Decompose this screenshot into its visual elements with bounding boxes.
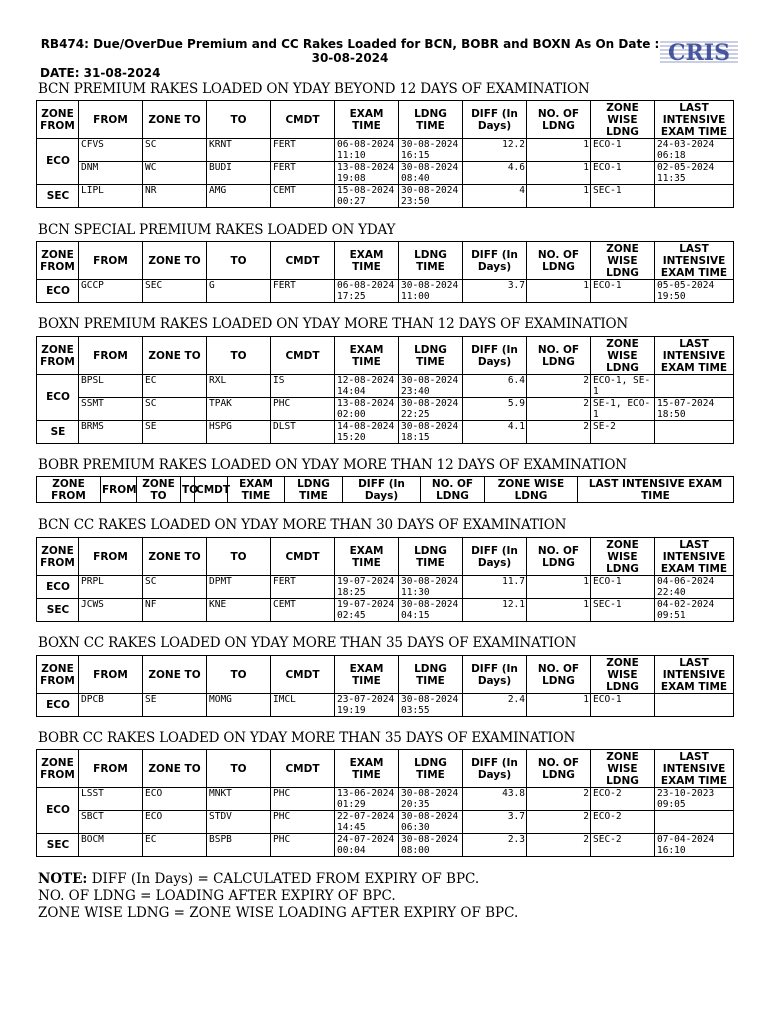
col-zone-wise: ZONE WISE LDNG (591, 337, 655, 375)
diff-cell: 6.4 (463, 375, 527, 398)
col-ldng-time: LDNG TIME (399, 337, 463, 375)
zone-wise-cell: ECO-1 (591, 280, 655, 303)
exam-time-cell: 19-07-2024 18:25 (335, 576, 399, 599)
col-zone-wise: ZONE WISE LDNG (591, 656, 655, 694)
col-exam-time: EXAM TIME (228, 477, 285, 503)
zone-from-cell: ECO (37, 375, 79, 421)
last-exam-cell (655, 185, 734, 208)
to-cell: HSPG (207, 421, 271, 444)
col-zone-to: ZONE TO (143, 242, 207, 280)
col-zone-from: ZONE FROM (37, 750, 79, 788)
zone-from-cell: ECO (37, 694, 79, 717)
col-last-exam: LAST INTENSIVE EXAM TIME (578, 477, 734, 503)
col-exam-time: EXAM TIME (335, 538, 399, 576)
table-row (37, 139, 734, 162)
col-no-ldng: NO. OF LDNG (527, 242, 591, 280)
zone-to-cell: ECO (143, 788, 207, 811)
section-title: BCN SPECIAL PREMIUM RAKES LOADED ON YDAY (38, 222, 396, 238)
col-cmdt: CMDT (271, 538, 335, 576)
no-ldng-cell: 2 (527, 834, 591, 857)
from-cell: JCWS (79, 599, 143, 622)
cmdt-cell: CEMT (271, 599, 335, 622)
col-diff: DIFF (In Days) (343, 477, 421, 503)
col-ldng-time: LDNG TIME (285, 477, 343, 503)
zone-wise-cell: ECO-2 (591, 811, 655, 834)
zone-from-cell: ECO (37, 788, 79, 834)
diff-cell: 5.9 (463, 398, 527, 421)
from-cell: DNM (79, 162, 143, 185)
col-zone-to: ZONE TO (143, 538, 207, 576)
no-ldng-cell: 2 (527, 811, 591, 834)
report-title: RB474: Due/OverDue Premium and CC Rakes Loaded for BCN, BOBR and BOXN As On Date : 30-08-2024 (40, 37, 660, 65)
note-label: NOTE: (38, 871, 88, 887)
header-row (37, 656, 734, 694)
no-ldng-cell: 1 (527, 694, 591, 717)
diff-cell: 12.1 (463, 599, 527, 622)
col-last-exam: LAST INTENSIVE EXAM TIME (655, 656, 734, 694)
to-cell: MOMG (207, 694, 271, 717)
no-ldng-cell: 2 (527, 421, 591, 444)
zone-to-cell: ECO (143, 811, 207, 834)
header-row (37, 242, 734, 280)
ldng-time-cell: 30-08-2024 08:00 (399, 834, 463, 857)
zone-from-cell: SEC (37, 599, 79, 622)
exam-time-cell: 22-07-2024 14:45 (335, 811, 399, 834)
col-last-exam: LAST INTENSIVE EXAM TIME (655, 101, 734, 139)
cmdt-cell: FERT (271, 139, 335, 162)
col-ldng-time: LDNG TIME (399, 101, 463, 139)
col-cmdt: CMDT (195, 477, 228, 503)
zone-wise-cell: SEC-1 (591, 599, 655, 622)
no-ldng-cell: 1 (527, 185, 591, 208)
data-table (36, 241, 734, 303)
col-diff: DIFF (In Days) (463, 750, 527, 788)
zone-from-cell: ECO (37, 576, 79, 599)
last-exam-cell (655, 421, 734, 444)
cmdt-cell: FERT (271, 280, 335, 303)
table-row (37, 834, 734, 857)
col-no-ldng: NO. OF LDNG (527, 337, 591, 375)
col-zone-to: ZONE TO (143, 337, 207, 375)
last-exam-cell (655, 811, 734, 834)
cmdt-cell: PHC (271, 811, 335, 834)
col-zone-wise: ZONE WISE LDNG (485, 477, 578, 503)
exam-time-cell: 13-08-2024 02:00 (335, 398, 399, 421)
col-zone-wise: ZONE WISE LDNG (591, 101, 655, 139)
zone-to-cell: EC (143, 834, 207, 857)
to-cell: AMG (207, 185, 271, 208)
col-from: FROM (79, 337, 143, 375)
col-to: TO (207, 750, 271, 788)
data-table (36, 749, 734, 857)
cris-logo (660, 36, 738, 66)
last-exam-cell: 07-04-2024 16:10 (655, 834, 734, 857)
col-ldng-time: LDNG TIME (399, 656, 463, 694)
ldng-time-cell: 30-08-2024 03:55 (399, 694, 463, 717)
col-last-exam: LAST INTENSIVE EXAM TIME (655, 242, 734, 280)
col-zone-wise: ZONE WISE LDNG (591, 750, 655, 788)
from-cell: LIPL (79, 185, 143, 208)
table-row (37, 162, 734, 185)
cmdt-cell: IS (271, 375, 335, 398)
zone-from-cell: ECO (37, 280, 79, 303)
no-ldng-cell: 1 (527, 162, 591, 185)
zone-to-cell: NR (143, 185, 207, 208)
last-exam-cell: 04-06-2024 22:40 (655, 576, 734, 599)
notes-block (38, 871, 518, 922)
exam-time-cell: 14-08-2024 15:20 (335, 421, 399, 444)
to-cell: DPMT (207, 576, 271, 599)
ldng-time-cell: 30-08-2024 18:15 (399, 421, 463, 444)
exam-time-cell: 13-08-2024 19:08 (335, 162, 399, 185)
from-cell: BPSL (79, 375, 143, 398)
header-row (37, 101, 734, 139)
svg-text:CRIS: CRIS (668, 40, 730, 66)
col-no-ldng: NO. OF LDNG (527, 101, 591, 139)
col-diff: DIFF (In Days) (463, 101, 527, 139)
ldng-time-cell: 30-08-2024 11:30 (399, 576, 463, 599)
cmdt-cell: PHC (271, 834, 335, 857)
col-exam-time: EXAM TIME (335, 242, 399, 280)
data-table (36, 537, 734, 622)
data-table (36, 100, 734, 208)
zone-from-cell: SE (37, 421, 79, 444)
table-row (37, 375, 734, 398)
section-title: BOXN PREMIUM RAKES LOADED ON YDAY MORE THAN 12 DAYS OF EXAMINATION (38, 316, 628, 332)
col-no-ldng: NO. OF LDNG (527, 656, 591, 694)
zone-wise-cell: ECO-1 (591, 139, 655, 162)
col-zone-wise: ZONE WISE LDNG (591, 538, 655, 576)
no-ldng-cell: 2 (527, 398, 591, 421)
zone-from-cell: SEC (37, 185, 79, 208)
ldng-time-cell: 30-08-2024 23:40 (399, 375, 463, 398)
zone-to-cell: EC (143, 375, 207, 398)
col-exam-time: EXAM TIME (335, 750, 399, 788)
section-title: BCN CC RAKES LOADED ON YDAY MORE THAN 30 DAYS OF EXAMINATION (38, 517, 567, 533)
col-zone-to: ZONE TO (143, 750, 207, 788)
diff-cell: 3.7 (463, 811, 527, 834)
data-table (36, 336, 734, 444)
exam-time-cell: 19-07-2024 02:45 (335, 599, 399, 622)
to-cell: MNKT (207, 788, 271, 811)
col-to: TO (207, 656, 271, 694)
col-from: FROM (79, 656, 143, 694)
col-no-ldng: NO. OF LDNG (527, 750, 591, 788)
col-zone-wise: ZONE WISE LDNG (591, 242, 655, 280)
col-last-exam: LAST INTENSIVE EXAM TIME (655, 538, 734, 576)
from-cell: LSST (79, 788, 143, 811)
diff-cell: 11.7 (463, 576, 527, 599)
ldng-time-cell: 30-08-2024 20:35 (399, 788, 463, 811)
col-zone-from: ZONE FROM (37, 337, 79, 375)
last-exam-cell: 23-10-2023 09:05 (655, 788, 734, 811)
col-no-ldng: NO. OF LDNG (421, 477, 485, 503)
no-ldng-cell: 1 (527, 576, 591, 599)
note-text-1: DIFF (In Days) = CALCULATED FROM EXPIRY OF BPC. (91, 871, 480, 887)
col-zone-from: ZONE FROM (37, 101, 79, 139)
col-zone-from: ZONE FROM (37, 477, 101, 503)
note-line-2: NO. OF LDNG = LOADING AFTER EXPIRY OF BPC. (38, 888, 396, 904)
to-cell: BUDI (207, 162, 271, 185)
table-row (37, 694, 734, 717)
col-ldng-time: LDNG TIME (399, 538, 463, 576)
col-to: TO (207, 101, 271, 139)
zone-to-cell: SC (143, 398, 207, 421)
cmdt-cell: DLST (271, 421, 335, 444)
to-cell: STDV (207, 811, 271, 834)
col-diff: DIFF (In Days) (463, 242, 527, 280)
diff-cell: 4.1 (463, 421, 527, 444)
last-exam-cell: 02-05-2024 11:35 (655, 162, 734, 185)
header-row (37, 337, 734, 375)
col-to: TO (181, 477, 195, 503)
to-cell: KNE (207, 599, 271, 622)
exam-time-cell: 13-06-2024 01:29 (335, 788, 399, 811)
diff-cell: 4 (463, 185, 527, 208)
ldng-time-cell: 30-08-2024 16:15 (399, 139, 463, 162)
col-zone-from: ZONE FROM (37, 242, 79, 280)
no-ldng-cell: 2 (527, 788, 591, 811)
section-title: BCN PREMIUM RAKES LOADED ON YDAY BEYOND 12 DAYS OF EXAMINATION (38, 81, 590, 97)
zone-wise-cell: ECO-1 (591, 694, 655, 717)
last-exam-cell: 24-03-2024 06:18 (655, 139, 734, 162)
to-cell: RXL (207, 375, 271, 398)
col-last-exam: LAST INTENSIVE EXAM TIME (655, 337, 734, 375)
zone-to-cell: SC (143, 139, 207, 162)
cmdt-cell: FERT (271, 162, 335, 185)
cmdt-cell: FERT (271, 576, 335, 599)
exam-time-cell: 23-07-2024 19:19 (335, 694, 399, 717)
col-cmdt: CMDT (271, 656, 335, 694)
diff-cell: 2.4 (463, 694, 527, 717)
ldng-time-cell: 30-08-2024 06:30 (399, 811, 463, 834)
table-row (37, 398, 734, 421)
col-zone-to: ZONE TO (143, 656, 207, 694)
ldng-time-cell: 30-08-2024 11:00 (399, 280, 463, 303)
report-date: DATE: 31-08-2024 (40, 66, 161, 80)
col-cmdt: CMDT (271, 101, 335, 139)
zone-wise-cell: SE-1, ECO-1 (591, 398, 655, 421)
diff-cell: 3.7 (463, 280, 527, 303)
col-exam-time: EXAM TIME (335, 337, 399, 375)
data-table (36, 655, 734, 717)
col-from: FROM (79, 101, 143, 139)
col-diff: DIFF (In Days) (463, 538, 527, 576)
no-ldng-cell: 2 (527, 375, 591, 398)
cmdt-cell: PHC (271, 788, 335, 811)
col-cmdt: CMDT (271, 750, 335, 788)
col-cmdt: CMDT (271, 337, 335, 375)
zone-from-cell: ECO (37, 139, 79, 185)
ldng-time-cell: 30-08-2024 22:25 (399, 398, 463, 421)
from-cell: SBCT (79, 811, 143, 834)
to-cell: KRNT (207, 139, 271, 162)
no-ldng-cell: 1 (527, 280, 591, 303)
table-row (37, 811, 734, 834)
col-to: TO (207, 242, 271, 280)
col-to: TO (207, 538, 271, 576)
col-diff: DIFF (In Days) (463, 656, 527, 694)
col-zone-to: ZONE TO (143, 101, 207, 139)
last-exam-cell: 05-05-2024 19:50 (655, 280, 734, 303)
table-row (37, 185, 734, 208)
col-zone-to: ZONE TO (137, 477, 181, 503)
diff-cell: 2.3 (463, 834, 527, 857)
from-cell: DPCB (79, 694, 143, 717)
table-row (37, 421, 734, 444)
col-exam-time: EXAM TIME (335, 656, 399, 694)
last-exam-cell: 15-07-2024 18:50 (655, 398, 734, 421)
header-row (37, 477, 734, 503)
from-cell: PRPL (79, 576, 143, 599)
zone-wise-cell: SEC-2 (591, 834, 655, 857)
to-cell: BSPB (207, 834, 271, 857)
diff-cell: 43.8 (463, 788, 527, 811)
section-title: BOBR PREMIUM RAKES LOADED ON YDAY MORE THAN 12 DAYS OF EXAMINATION (38, 457, 627, 473)
to-cell: G (207, 280, 271, 303)
from-cell: BRMS (79, 421, 143, 444)
ldng-time-cell: 30-08-2024 23:50 (399, 185, 463, 208)
diff-cell: 12.2 (463, 139, 527, 162)
zone-wise-cell: SE-2 (591, 421, 655, 444)
diff-cell: 4.6 (463, 162, 527, 185)
section-title: BOBR CC RAKES LOADED ON YDAY MORE THAN 35 DAYS OF EXAMINATION (38, 730, 576, 746)
col-exam-time: EXAM TIME (335, 101, 399, 139)
table-row (37, 576, 734, 599)
zone-wise-cell: ECO-1 (591, 576, 655, 599)
exam-time-cell: 06-08-2024 17:25 (335, 280, 399, 303)
from-cell: CFVS (79, 139, 143, 162)
zone-to-cell: SE (143, 694, 207, 717)
cmdt-cell: PHC (271, 398, 335, 421)
zone-wise-cell: SEC-1 (591, 185, 655, 208)
zone-wise-cell: ECO-2 (591, 788, 655, 811)
zone-from-cell: SEC (37, 834, 79, 857)
col-zone-from: ZONE FROM (37, 538, 79, 576)
table-row (37, 599, 734, 622)
col-from: FROM (79, 242, 143, 280)
col-zone-from: ZONE FROM (37, 656, 79, 694)
exam-time-cell: 24-07-2024 00:04 (335, 834, 399, 857)
zone-to-cell: WC (143, 162, 207, 185)
col-from: FROM (79, 750, 143, 788)
note-line-3: ZONE WISE LDNG = ZONE WISE LOADING AFTER EXPIRY OF BPC. (38, 905, 519, 921)
col-no-ldng: NO. OF LDNG (527, 538, 591, 576)
header-row (37, 538, 734, 576)
col-ldng-time: LDNG TIME (399, 242, 463, 280)
zone-to-cell: SEC (143, 280, 207, 303)
table-row (37, 788, 734, 811)
no-ldng-cell: 1 (527, 139, 591, 162)
no-ldng-cell: 1 (527, 599, 591, 622)
col-diff: DIFF (In Days) (463, 337, 527, 375)
header-row (37, 750, 734, 788)
col-cmdt: CMDT (271, 242, 335, 280)
col-last-exam: LAST INTENSIVE EXAM TIME (655, 750, 734, 788)
exam-time-cell: 15-08-2024 00:27 (335, 185, 399, 208)
zone-to-cell: SC (143, 576, 207, 599)
from-cell: BOCM (79, 834, 143, 857)
zone-to-cell: NF (143, 599, 207, 622)
table-row (37, 280, 734, 303)
col-from: FROM (101, 477, 137, 503)
ldng-time-cell: 30-08-2024 04:15 (399, 599, 463, 622)
to-cell: TPAK (207, 398, 271, 421)
from-cell: GCCP (79, 280, 143, 303)
last-exam-cell (655, 694, 734, 717)
note-line-1 (38, 871, 518, 888)
section-title: BOXN CC RAKES LOADED ON YDAY MORE THAN 35 DAYS OF EXAMINATION (38, 635, 577, 651)
cmdt-cell: CEMT (271, 185, 335, 208)
ldng-time-cell: 30-08-2024 08:40 (399, 162, 463, 185)
col-to: TO (207, 337, 271, 375)
cmdt-cell: IMCL (271, 694, 335, 717)
last-exam-cell: 04-02-2024 09:51 (655, 599, 734, 622)
last-exam-cell (655, 375, 734, 398)
zone-wise-cell: ECO-1 (591, 162, 655, 185)
data-table-empty (36, 476, 734, 503)
col-ldng-time: LDNG TIME (399, 750, 463, 788)
zone-to-cell: SE (143, 421, 207, 444)
col-from: FROM (79, 538, 143, 576)
zone-wise-cell: ECO-1, SE-1 (591, 375, 655, 398)
exam-time-cell: 06-08-2024 11:10 (335, 139, 399, 162)
from-cell: SSMT (79, 398, 143, 421)
exam-time-cell: 12-08-2024 14:04 (335, 375, 399, 398)
